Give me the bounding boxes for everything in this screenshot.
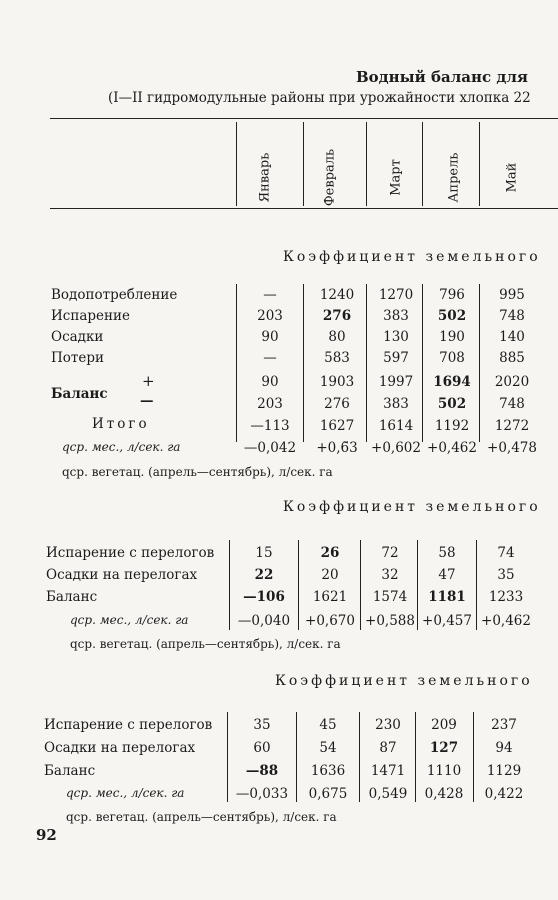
s1-row-label-water-use: Водопотребление: [51, 287, 178, 303]
table-cell: 90: [261, 329, 279, 345]
q-month-cell: +0,462: [481, 613, 531, 629]
section3-divider: [227, 712, 228, 802]
table-cell: 383: [383, 308, 409, 324]
table-cell: 1621: [312, 589, 348, 605]
s2-row-label-precip: Осадки на перелогах: [46, 567, 198, 583]
s1-row-label-losses: Потери: [51, 350, 104, 366]
table-cell: 1192: [434, 418, 470, 434]
table-cell: 209: [431, 717, 457, 733]
table-cell: 26: [320, 545, 340, 561]
table-cell: 1471: [370, 763, 406, 779]
q-month-cell: +0,602: [371, 440, 421, 456]
table-cell: 54: [319, 740, 337, 756]
q-month-cell: —0,042: [243, 440, 297, 456]
table-cell: 45: [319, 717, 337, 733]
table-cell: 1903: [319, 374, 355, 390]
page-number: 92: [36, 826, 57, 844]
table-cell: 20: [321, 567, 339, 583]
s3-row-label-balance: Баланс: [44, 763, 96, 779]
table-cell: 502: [437, 396, 467, 412]
table-subtitle: (I—II гидромодульные районы при урожайности хлопка 22: [108, 90, 531, 106]
table-cell: 748: [499, 308, 525, 324]
table-cell: —: [263, 350, 277, 366]
table-cell: —106: [243, 589, 285, 605]
table-cell: 583: [324, 350, 350, 366]
s3-q-veg-label: qср. вегетац. (апрель—сентябрь), л/сек. га: [66, 810, 337, 824]
month-header-jan: Январь: [257, 152, 273, 203]
q-month-cell: —0,033: [235, 786, 289, 802]
table-cell: 748: [499, 396, 525, 412]
s1-balance-label: Баланс: [51, 386, 108, 402]
q-month-cell: 0,549: [368, 786, 408, 802]
table-cell: 190: [439, 329, 465, 345]
s3-row-label-evap: Испарение с перелогов: [44, 717, 213, 733]
month-header-feb: Февраль: [322, 148, 338, 207]
month-header-may: Май: [504, 162, 520, 193]
table-cell: 276: [324, 396, 350, 412]
header-divider: [366, 122, 367, 206]
table-cell: 203: [257, 396, 283, 412]
s3-q-month-label: qср. мес., л/сек. га: [66, 786, 185, 800]
q-month-cell: —0,040: [237, 613, 291, 629]
table-cell: 597: [383, 350, 409, 366]
table-cell: 47: [438, 567, 456, 583]
table-cell: 1694: [433, 374, 471, 390]
table-cell: 90: [261, 374, 279, 390]
table-cell: 1997: [378, 374, 414, 390]
s1-row-label-precipitation: Осадки: [51, 329, 104, 345]
table-cell: 72: [381, 545, 399, 561]
month-header-apr: Апрель: [446, 152, 462, 203]
q-month-cell: +0,6̆3: [316, 440, 358, 456]
section3-divider: [296, 712, 297, 802]
table-cell: 35: [253, 717, 271, 733]
q-month-cell: 0,428: [424, 786, 464, 802]
table-cell: 708: [439, 350, 465, 366]
q-month-cell: +0,670: [305, 613, 355, 629]
table-cell: 1627: [319, 418, 355, 434]
q-month-cell: +0,462: [427, 440, 477, 456]
section1-divider: [236, 284, 237, 442]
table-cell: 1181: [428, 589, 466, 605]
table-cell: 140: [499, 329, 525, 345]
table-cell: 237: [491, 717, 517, 733]
table-cell: —88: [245, 763, 279, 779]
header-rule-top: [50, 118, 558, 119]
table-cell: —: [263, 287, 277, 303]
q-month-cell: 0,422: [484, 786, 524, 802]
table-cell: 1240: [319, 287, 355, 303]
table-cell: 94: [495, 740, 513, 756]
table-cell: 203: [257, 308, 283, 324]
table-cell: 58: [438, 545, 456, 561]
s1-row-label-minus: —: [140, 393, 154, 409]
table-cell: 87: [379, 740, 397, 756]
s1-row-label-plus: +: [142, 372, 155, 390]
table-cell: 60: [253, 740, 271, 756]
table-cell: 1574: [372, 589, 408, 605]
s2-q-veg-label: qср. вегетац. (апрель—сентябрь), л/сек. га: [70, 637, 341, 651]
header-divider: [422, 122, 423, 206]
table-cell: 995: [499, 287, 525, 303]
table-cell: 35: [497, 567, 515, 583]
table-cell: 502: [437, 308, 467, 324]
s1-q-veg-label: qср. вегетац. (апрель—сентябрь), л/сек. га: [62, 465, 333, 479]
s2-q-month-label: qср. мес., л/сек. га: [70, 613, 189, 627]
table-cell: 1636: [310, 763, 346, 779]
header-divider: [479, 122, 480, 206]
table-cell: 276: [322, 308, 352, 324]
table-cell: 1129: [486, 763, 522, 779]
table-cell: 32: [381, 567, 399, 583]
header-rule-bottom: [50, 208, 558, 209]
table-title: Водный баланс для: [355, 68, 528, 86]
table-cell: 74: [497, 545, 515, 561]
s3-row-label-precip: Осадки на перелогах: [44, 740, 196, 756]
table-cell: 885: [499, 350, 525, 366]
table-cell: —113: [250, 418, 290, 434]
table-cell: 22: [254, 567, 274, 583]
section1-divider: [303, 284, 304, 442]
s1-row-label-evaporation: Испарение: [51, 308, 130, 324]
table-cell: 1614: [378, 418, 414, 434]
table-cell: 15: [255, 545, 273, 561]
s1-q-month-label: qср. мес., л/сек. га: [62, 440, 181, 454]
table-cell: 130: [383, 329, 409, 345]
q-month-cell: +0,478: [487, 440, 537, 456]
table-cell: 383: [383, 396, 409, 412]
table-cell: 80: [328, 329, 346, 345]
s2-row-label-balance: Баланс: [46, 589, 98, 605]
table-cell: 1110: [426, 763, 462, 779]
header-divider: [236, 122, 237, 206]
section2-divider: [229, 540, 230, 630]
section2-title: Коэффициент земельного: [283, 499, 541, 515]
s2-row-label-evap: Испарение с перелогов: [46, 545, 215, 561]
table-cell: 230: [375, 717, 401, 733]
q-month-cell: +0,457: [422, 613, 472, 629]
table-cell: 2020: [494, 374, 530, 390]
header-divider: [303, 122, 304, 206]
section3-title: Коэффициент земельного: [275, 673, 533, 689]
table-cell: 1233: [488, 589, 524, 605]
month-header-mar: Март: [388, 159, 404, 196]
section2-divider: [298, 540, 299, 630]
s1-row-label-total: Итого: [92, 416, 150, 432]
table-cell: 1272: [494, 418, 530, 434]
section1-title: Коэффициент земельного: [283, 249, 541, 265]
q-month-cell: 0,675: [308, 786, 348, 802]
q-month-cell: +0,588: [365, 613, 415, 629]
table-cell: 1270: [378, 287, 414, 303]
table-cell: 127: [429, 740, 459, 756]
table-cell: 796: [439, 287, 465, 303]
